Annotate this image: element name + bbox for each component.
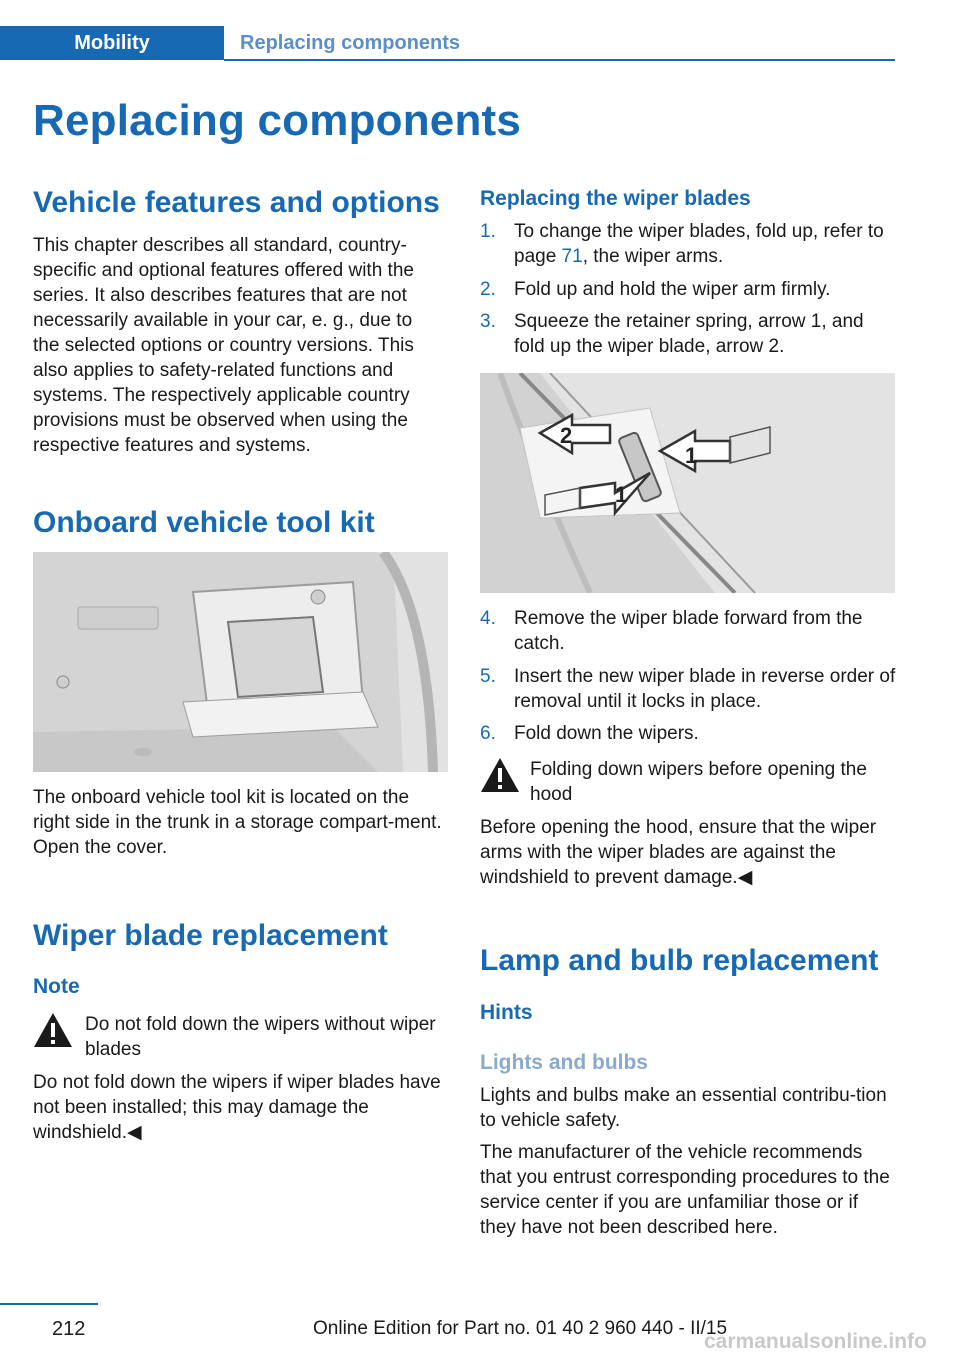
step-item xyxy=(480,721,895,746)
lights-paragraph-2: The manufacturer of the vehicle recommends that you entrust corresponding procedures to the service center if you are unfamiliar those or if they have not been described here. xyxy=(480,1142,890,1238)
warning-triangle-icon xyxy=(480,757,520,793)
note-warning-text: Do not fold down the wipers if wiper blades have not been installed; this may damage the windshield.◀ xyxy=(33,1072,441,1143)
footer-divider xyxy=(0,1303,98,1305)
step-text: To change the wiper blades, fold up, refer to page 71, the wiper arms. xyxy=(514,221,884,267)
step-number: 3. xyxy=(480,311,496,332)
step-item xyxy=(480,219,895,269)
heading-note: Note xyxy=(33,975,80,998)
heading-vehicle-features: Vehicle features and options xyxy=(33,186,440,219)
heading-hints: Hints xyxy=(480,1001,533,1024)
page-reference-link[interactable]: 71 xyxy=(561,246,583,267)
note-warning-title: Do not fold down the wipers without wiper blades xyxy=(85,1014,436,1060)
header-divider xyxy=(224,59,895,61)
step-number: 2. xyxy=(480,279,496,300)
heading-lamp-bulb-replacement: Lamp and bulb replacement xyxy=(480,944,879,977)
step-item xyxy=(480,664,895,714)
heading-replacing-wiper-blades: Replacing the wiper blades xyxy=(480,187,751,210)
warning-triangle-icon xyxy=(33,1012,73,1048)
heading-lights-and-bulbs: Lights and bulbs xyxy=(480,1051,648,1074)
tool-kit-figure xyxy=(33,552,448,772)
arrow-label-1-upper: 1 xyxy=(685,443,698,468)
section-tab-mobility[interactable]: Mobility xyxy=(0,26,224,60)
step-number: 5. xyxy=(480,666,496,687)
chapter-tab-replacing-components[interactable]: Replacing components xyxy=(240,32,461,54)
step-item xyxy=(480,309,895,359)
step-number: 4. xyxy=(480,608,496,629)
fold-warning-title: Folding down wipers before opening the hood xyxy=(530,759,867,805)
note-warning xyxy=(33,1012,448,1072)
footer-edition: Online Edition for Part no. 01 40 2 960 440 - II/15 xyxy=(313,1318,728,1339)
step-text: Fold up and hold the wiper arm firmly. xyxy=(514,279,831,300)
step-text: Squeeze the retainer spring, arrow 1, and fold up the wiper blade, arrow 2. xyxy=(514,311,864,357)
running-header xyxy=(0,26,895,60)
heading-wiper-blade-replacement: Wiper blade replacement xyxy=(33,919,388,952)
wiper-blade-figure xyxy=(480,373,895,593)
step-text: Remove the wiper blade forward from the catch. xyxy=(514,608,863,654)
fold-warning xyxy=(480,757,895,812)
trunk-storage-illustration xyxy=(33,552,448,772)
step-number: 6. xyxy=(480,723,496,744)
features-paragraph: This chapter describes all standard, country-specific and optional features offered with the series. It also describes features that are not necessarily available in your car, e. g., due to the selected options or country versions. This also applies to safety-related functions and systems. The respectively applicable country provisions must be observed when using the respective features and systems. xyxy=(33,235,414,456)
tool-kit-paragraph: The onboard vehicle tool kit is located on the right side in the trunk in a storage compart‐ment. Open the cover. xyxy=(33,787,442,858)
heading-onboard-tool-kit: Onboard vehicle tool kit xyxy=(33,506,375,539)
page-number: 212 xyxy=(52,1318,86,1340)
fold-warning-text: Before opening the hood, ensure that the wiper arms with the wiper blades are against the windshield to prevent damage.◀ xyxy=(480,817,877,888)
step-text: Insert the new wiper blade in reverse order of removal until it locks in place. xyxy=(514,666,896,712)
step-number: 1. xyxy=(480,221,496,242)
arrow-label-1-lower: 1 xyxy=(615,482,628,507)
step-text: Fold down the wipers. xyxy=(514,723,699,744)
step-item xyxy=(480,277,895,302)
wiper-blade-illustration xyxy=(480,373,895,593)
arrow-label-2: 2 xyxy=(560,423,573,448)
step-item xyxy=(480,606,895,656)
page-title: Replacing components xyxy=(33,96,522,145)
lights-paragraph-1: Lights and bulbs make an essential contribu‐tion to vehicle safety. xyxy=(480,1085,887,1131)
watermark: carmanualsonline.info xyxy=(704,1330,927,1353)
